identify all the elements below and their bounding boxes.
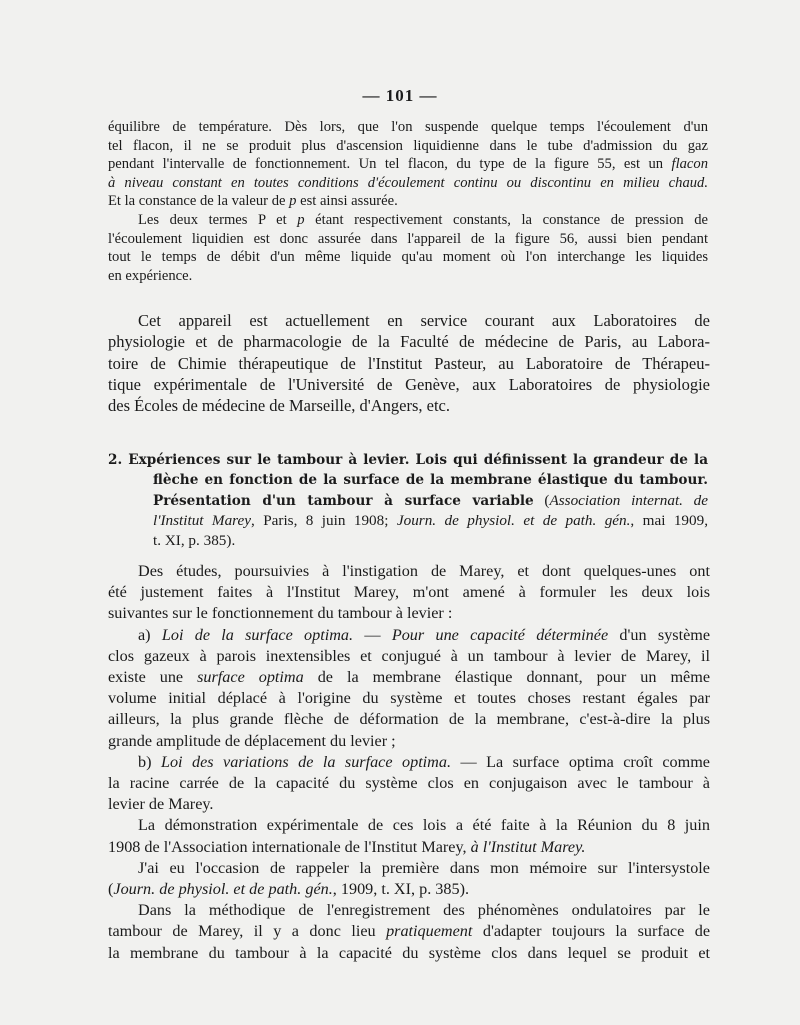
text-line: en expérience. [108,267,193,284]
heading-line: 2. Expériences sur le tambour à levier. Lois qui définissent la grandeur de la [108,452,708,468]
text-line: physiologie et de pharmacologie de la Faculté de médecine de Paris, au Labora- [108,332,710,352]
text-line: pendant l'intervalle de fonctionnement. Un tel flacon, du type de la figure 55, est un flacon [108,156,708,173]
heading-line: flèche en fonction de la surface de la membrane élastique du tambour. [153,471,708,488]
text-line: suivantes sur le fonctionnement du tambour à levier : [108,604,453,623]
text-line: Les deux termes P et p étant respectivement constants, la constance de pression de [138,211,709,228]
text-line: 1908 de l'Association internationale de l'Institut Marey, à l'Institut Marey. [108,837,586,856]
heading-line: Présentation d'un tambour à surface variable (Association internat. de [153,491,708,509]
text-line: volume initial déplacé à l'origine du système et toutes choses restant égales par [108,689,710,708]
text-line: Des études, poursuivies à l'instigation de Marey, et dont quelques-unes ont [138,562,710,580]
text-line: été justement faites à l'Institut Marey, m'ont amené à formuler les deux lois [108,583,710,602]
text-line: tambour de Marey, il y a donc lieu pratiquement d'adapter toujours la surface de [108,922,711,941]
text-line: levier de Marey. [108,795,214,814]
text-block-2 [108,310,710,416]
heading-line: l'Institut Marey, Paris, 8 juin 1908; Journ. de physiol. et de path. gén., mai 1909, [153,512,708,530]
text-line: tique expérimentale de l'Université de Genève, aux Laboratoires de physiologie [108,374,710,394]
text-line: tout le temps de débit d'un même liquide qu'au moment où l'on interchange les liquides [108,249,708,266]
text-line: grande amplitude de déplacement du levier ; [108,731,396,750]
text-line: Cet appareil est actuellement en service courant aux Laboratoires de [138,311,710,330]
text-line: la racine carrée de la capacité du système clos en conjugaison avec le tambour à [108,774,710,793]
text-line: Dans la méthodique de l'enregistrement des phénomènes ondulatoires par le [138,901,710,920]
text-line: a) Loi de la surface optima. — Pour une capacité déterminée d'un système [138,625,711,644]
text-line: Et la constance de la valeur de p est ainsi assurée. [108,193,398,210]
text-line: la membrane du tambour à la capacité du système clos dans lequel se produit et [108,943,710,962]
text-line: clos gazeux à parois inextensibles et conjugué à un tambour à levier de Marey, il [108,646,710,665]
text-line: toire de Chimie thérapeutique de l'Institut Pasteur, au Laboratoire de Thérapeu- [108,353,710,373]
text-line: des Écoles de médecine de Marseille, d'Angers, etc. [108,396,451,416]
section-heading [108,451,708,551]
text-line: tel flacon, il ne se produit plus d'ascension liquidienne dans le tube d'admission du gaz [108,137,708,154]
text-line: à niveau constant en toutes conditions d'écoulement continu ou discontinu en milieu chaud. [108,174,708,191]
text-block-3 [108,561,710,964]
text-line: (Journ. de physiol. et de path. gén., 1909, t. XI, p. 385). [108,880,470,899]
text-line: existe une surface optima de la membrane élastique donnant, pour un même [108,668,711,687]
text-line: La démonstration expérimentale de ces lois a été faite à la Réunion du 8 juin [138,816,710,835]
text-line: J'ai eu l'occasion de rappeler la première dans mon mémoire sur l'intersystole [138,858,710,877]
page-number: — 101 — [362,86,438,105]
text-block-1 [108,118,708,285]
text-line: ailleurs, la plus grande flèche de déformation de la membrane, c'est-à-dire la plus [108,710,710,729]
text-line: b) Loi des variations de la surface optima. — La surface optima croît comme [138,752,710,771]
text-line: équilibre de température. Dès lors, que l'on suspende quelque temps l'écoulement d'un [108,119,708,135]
heading-line: t. XI, p. 385). [153,532,236,550]
text-line: l'écoulement liquidien est donc assurée dans l'appareil de la figure 56, aussi bien pendant [108,230,708,247]
